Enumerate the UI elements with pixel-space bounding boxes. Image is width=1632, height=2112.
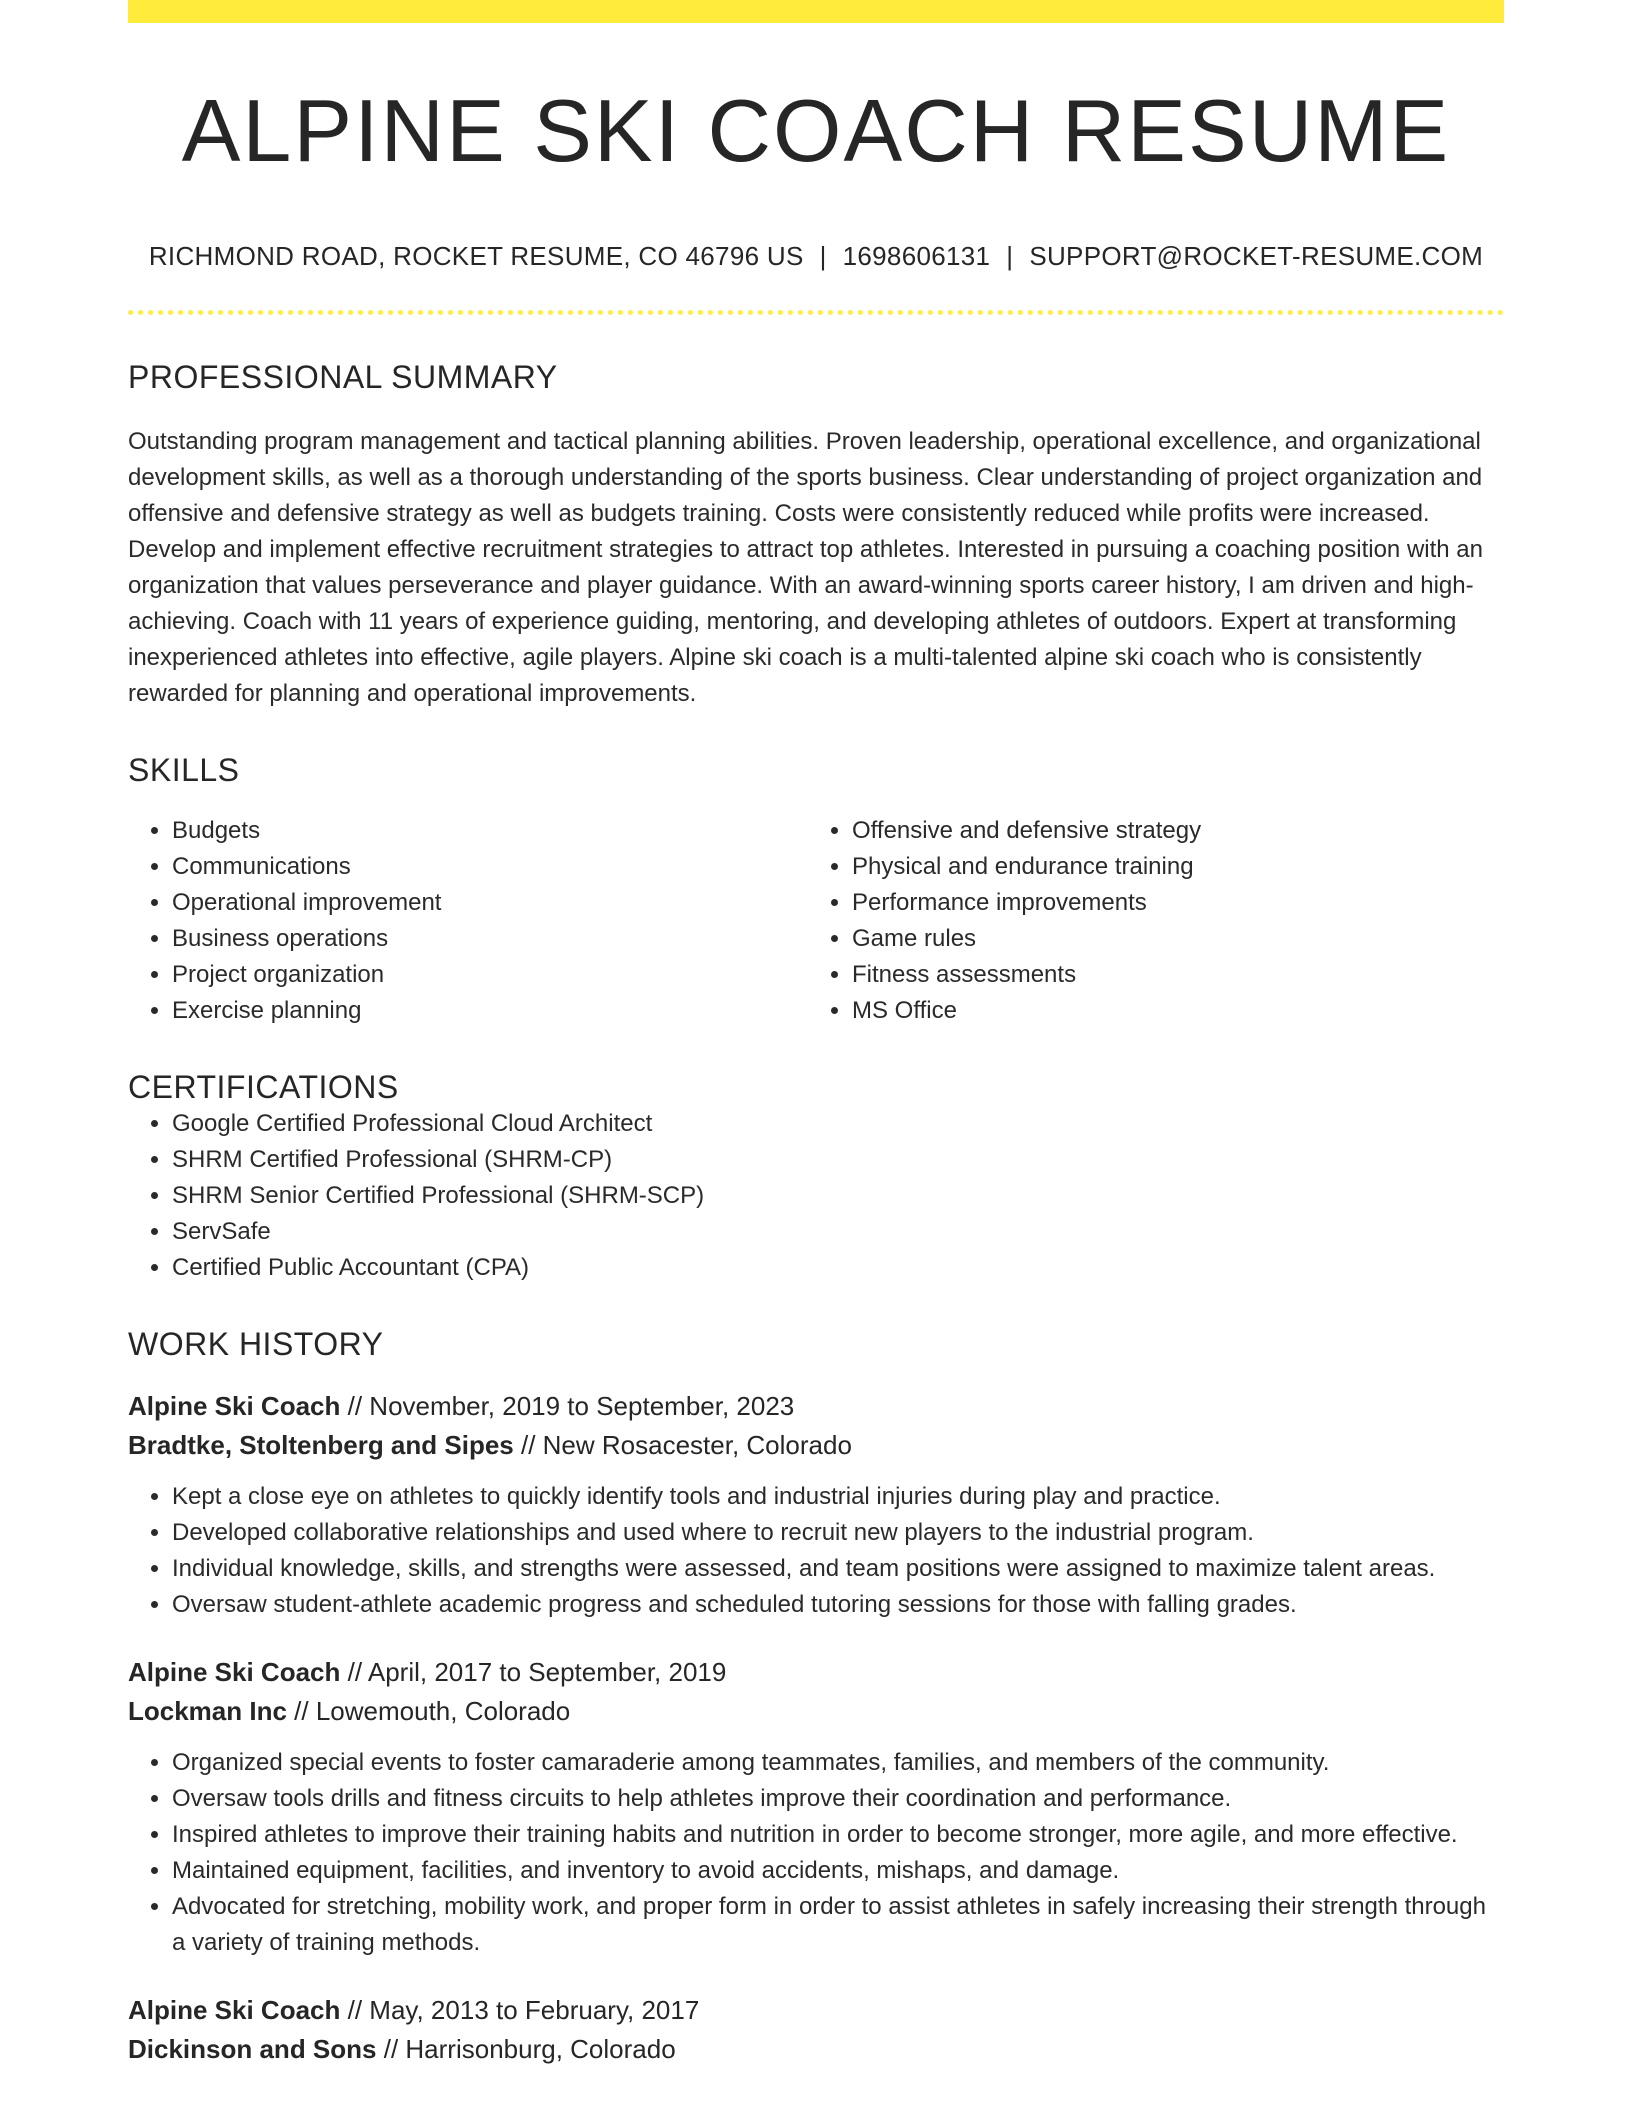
job-bullet: • Inspired athletes to improve their training habits and nutrition in order to become stronger, more agile, and more effective. <box>172 1817 1504 1853</box>
certifications-list <box>128 1106 1504 1286</box>
contact-email: SUPPORT@ROCKET-RESUME.COM <box>1029 241 1484 272</box>
skill-item: • Physical and endurance training <box>852 849 1488 885</box>
job-dates: November, 2019 to September, 2023 <box>369 1391 795 1422</box>
job-bullet: • Maintained equipment, facilities, and inventory to avoid accidents, mishaps, and damage. <box>172 1853 1504 1889</box>
certification-item: • ServSafe <box>172 1214 1504 1250</box>
work-history-heading: WORK HISTORY <box>128 1326 384 1363</box>
job-bullets <box>128 1479 1504 1623</box>
skill-item: • Business operations <box>172 921 808 957</box>
skill-item: • Game rules <box>852 921 1488 957</box>
skill-item: • Exercise planning <box>172 993 808 1029</box>
skill-item: • Performance improvements <box>852 885 1488 921</box>
skill-item: • Communications <box>172 849 808 885</box>
skill-item: • MS Office <box>852 993 1488 1029</box>
job-entry <box>128 1653 1504 1961</box>
dotted-divider <box>128 310 1504 315</box>
job-entry <box>128 1991 1504 2069</box>
skills-list <box>128 813 1504 1029</box>
job-location: Harrisonburg, Colorado <box>405 2034 676 2065</box>
job-title: Alpine Ski Coach <box>128 1391 341 1422</box>
skill-item: • Budgets <box>172 813 808 849</box>
contact-line <box>128 241 1504 272</box>
job-dates: April, 2017 to September, 2019 <box>367 1657 727 1688</box>
resume-page <box>128 0 1504 2069</box>
job-company: Lockman Inc <box>128 1696 287 1727</box>
contact-separator: | <box>1006 241 1014 272</box>
summary-heading: PROFESSIONAL SUMMARY <box>128 359 558 396</box>
certifications-heading: CERTIFICATIONS <box>128 1069 399 1106</box>
contact-phone: 1698606131 <box>842 241 991 272</box>
job-dates: May, 2013 to February, 2017 <box>369 1995 700 2026</box>
contact-separator: | <box>819 241 827 272</box>
job-company-line: Dickinson and Sons // Harrisonburg, Colorado <box>128 2034 676 2065</box>
skill-item: • Fitness assessments <box>852 957 1488 993</box>
job-company-line: Bradtke, Stoltenberg and Sipes // New Rosacester, Colorado <box>128 1430 852 1461</box>
job-company-line: Lockman Inc // Lowemouth, Colorado <box>128 1696 571 1727</box>
job-title-line: Alpine Ski Coach // May, 2013 to February, 2017 <box>128 1995 700 2026</box>
certification-item: • SHRM Certified Professional (SHRM-CP) <box>172 1142 1504 1178</box>
job-company: Dickinson and Sons <box>128 2034 377 2065</box>
job-bullet: • Advocated for stretching, mobility work, and proper form in order to assist athletes in safely increasing their strength through a variety of training methods. <box>172 1889 1504 1961</box>
skill-item: • Project organization <box>172 957 808 993</box>
job-entry <box>128 1387 1504 1623</box>
job-location: Lowemouth, Colorado <box>315 1696 571 1727</box>
skills-heading: SKILLS <box>128 752 240 789</box>
job-title: Alpine Ski Coach <box>128 1995 341 2026</box>
job-bullet: • Oversaw tools drills and fitness circuits to help athletes improve their coordination and performance. <box>172 1781 1504 1817</box>
skills-column-right <box>808 813 1488 1029</box>
job-bullet: • Kept a close eye on athletes to quickly identify tools and industrial injuries during play and practice. <box>172 1479 1504 1515</box>
job-company: Bradtke, Stoltenberg and Sipes <box>128 1430 514 1461</box>
job-location: New Rosacester, Colorado <box>542 1430 852 1461</box>
summary-text: Outstanding program management and tactical planning abilities. Proven leadership, operational excellence, and organizational development skills, as well as a thorough understanding of the sports business. Clear understanding of project organization and offensive and defensive strategy as well as budgets training. Costs were consistently reduced while profits were increased. Develop and implement effective recruitment strategies to attract top athletes. Interested in pursuing a coaching position with an organization that values perseverance and player guidance. With an award-winning sports career history, I am driven and high-achieving. Coach with 11 years of experience guiding, mentoring, and developing athletes of outdoors. Expert at transforming inexperienced athletes into effective, agile players. Alpine ski coach is a multi-talented alpine ski coach who is consistently rewarded for planning and operational improvements. <box>128 428 1483 708</box>
top-accent-bar <box>128 0 1504 23</box>
skill-item: • Offensive and defensive strategy <box>852 813 1488 849</box>
job-bullet: • Oversaw student-athlete academic progress and scheduled tutoring sessions for those with falling grades. <box>172 1587 1504 1623</box>
job-bullet: • Developed collaborative relationships and used where to recruit new players to the industrial program. <box>172 1515 1504 1551</box>
certification-item: • SHRM Senior Certified Professional (SHRM-SCP) <box>172 1178 1504 1214</box>
job-bullet: • Organized special events to foster camaraderie among teammates, families, and members of the community. <box>172 1745 1504 1781</box>
certification-item: • Google Certified Professional Cloud Architect <box>172 1106 1504 1142</box>
certification-item: • Certified Public Accountant (CPA) <box>172 1250 1504 1286</box>
job-title-line: Alpine Ski Coach // April, 2017 to September, 2019 <box>128 1657 727 1688</box>
job-title: Alpine Ski Coach <box>128 1657 341 1688</box>
contact-address: RICHMOND ROAD, ROCKET RESUME, CO 46796 US <box>148 241 804 272</box>
job-bullets <box>128 1745 1504 1961</box>
job-bullet: • Individual knowledge, skills, and strengths were assessed, and team positions were assigned to maximize talent areas. <box>172 1551 1504 1587</box>
skills-column-left <box>128 813 808 1029</box>
page-title: ALPINE SKI COACH RESUME <box>181 81 1451 180</box>
job-title-line: Alpine Ski Coach // November, 2019 to September, 2023 <box>128 1391 795 1422</box>
skill-item: • Operational improvement <box>172 885 808 921</box>
